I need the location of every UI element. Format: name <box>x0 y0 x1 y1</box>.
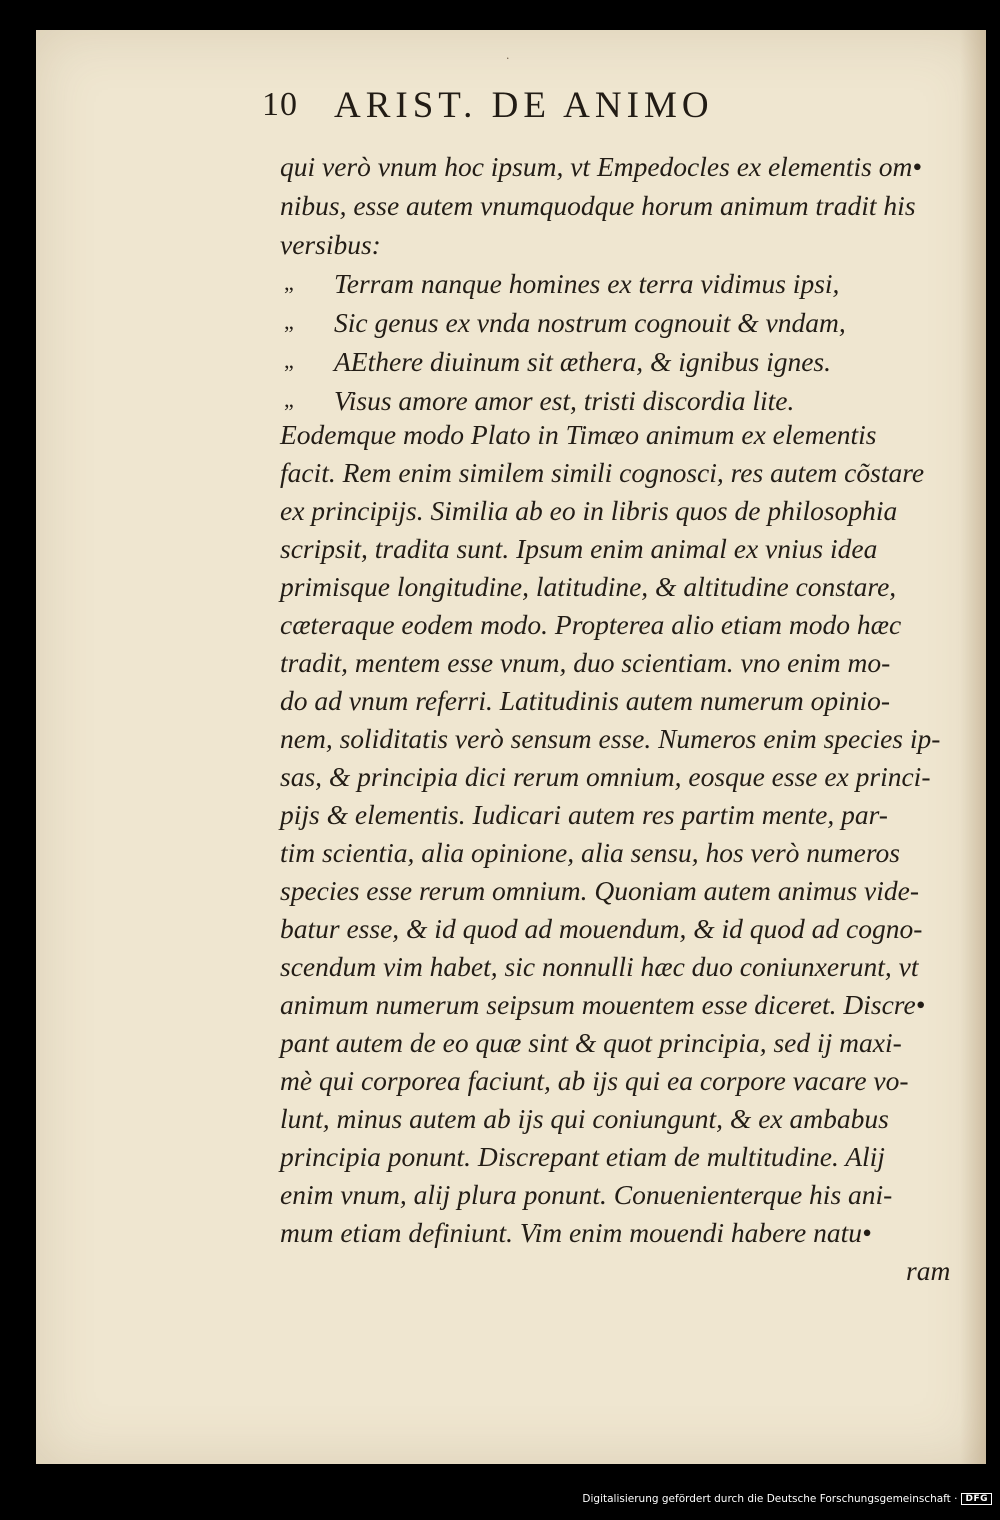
text-line: nibus, esse autem vnumquodque horum animum tradit his <box>280 190 916 221</box>
page-number: 10 <box>262 86 298 123</box>
text-line: batur esse, & id quod ad mouendum, & id quod ad cogno- <box>280 913 923 944</box>
text-line: nem, soliditatis verò sensum esse. Numeros enim species ip- <box>280 723 941 754</box>
text-line: cæteraque eodem modo. Propterea alio etiam modo hæc <box>280 609 902 640</box>
text-line: pijs & elementis. Iudicari autem res partim mente, par- <box>280 799 888 830</box>
text-line: scendum vim habet, sic nonnulli hæc duo coniunxerunt, vt <box>280 951 919 982</box>
text-line: principia ponunt. Discrepant etiam de multitudine. Alij <box>280 1141 885 1172</box>
text-line: tradit, mentem esse vnum, duo scientiam. vno enim mo- <box>280 647 891 678</box>
text-line: do ad vnum referri. Latitudinis autem numerum opinio- <box>280 685 891 716</box>
verse-line: AEthere diuinum sit æthera, & ignibus ignes. <box>334 346 832 377</box>
text-line: facit. Rem enim similem simili cognosci, res autem cõstare <box>280 457 925 488</box>
text-line: animum numerum seipsum mouentem esse diceret. Discre• <box>280 989 926 1020</box>
credit-text: Digitalisierung gefördert durch die Deutsche Forschungsgemeinschaft · <box>582 1493 958 1505</box>
verse-line: Visus amore amor est, tristi discordia lite. <box>334 385 795 416</box>
text-line: species esse rerum omnium. Quoniam autem animus vide- <box>280 875 920 906</box>
verse-quote-mark: „ <box>284 270 294 295</box>
verse-quote-mark: „ <box>284 387 294 412</box>
verse-line: Terram nanque homines ex terra vidimus ipsi, <box>334 268 840 299</box>
running-head: ARIST. DE ANIMO <box>334 85 714 126</box>
text-line: scripsit, tradita sunt. Ipsum enim animal ex vnius idea <box>280 533 878 564</box>
verse-line: Sic genus ex vnda nostrum cognouit & vndam, <box>334 307 846 338</box>
text-line: sas, & principia dici rerum omnium, eosque esse ex princi- <box>280 761 931 792</box>
ink-speck: · <box>506 52 510 65</box>
verse-quote-mark: „ <box>284 309 294 334</box>
text-line: mum etiam definiunt. Vim enim mouendi habere natu• <box>280 1217 872 1248</box>
text-line: pant autem de eo quæ sint & quot principia, sed ij maxi- <box>280 1027 902 1058</box>
text-line: ex principijs. Similia ab eo in libris quos de philosophia <box>280 495 898 526</box>
verse-quote-mark: „ <box>284 348 294 373</box>
text-line: Eodemque modo Plato in Timæo animum ex elementis <box>280 419 877 450</box>
dfg-logo: DFG <box>961 1493 992 1505</box>
catchword: ram <box>906 1255 951 1286</box>
text-line: mè qui corporea faciunt, ab ijs qui ea corpore vacare vo- <box>280 1065 909 1096</box>
digitization-credit <box>582 1493 992 1505</box>
text-line: tim scientia, alia opinione, alia sensu, hos verò numeros <box>280 837 900 868</box>
text-line: lunt, minus autem ab ijs qui coniungunt, & ex ambabus <box>280 1103 889 1134</box>
text-line: primisque longitudine, latitudine, & altitudine constare, <box>280 571 897 602</box>
text-line: versibus: <box>280 229 381 260</box>
text-line: enim vnum, alij plura ponunt. Conuenienterque his ani- <box>280 1179 893 1210</box>
text-line: qui verò vnum hoc ipsum, vt Empedocles ex elementis om• <box>280 151 922 182</box>
